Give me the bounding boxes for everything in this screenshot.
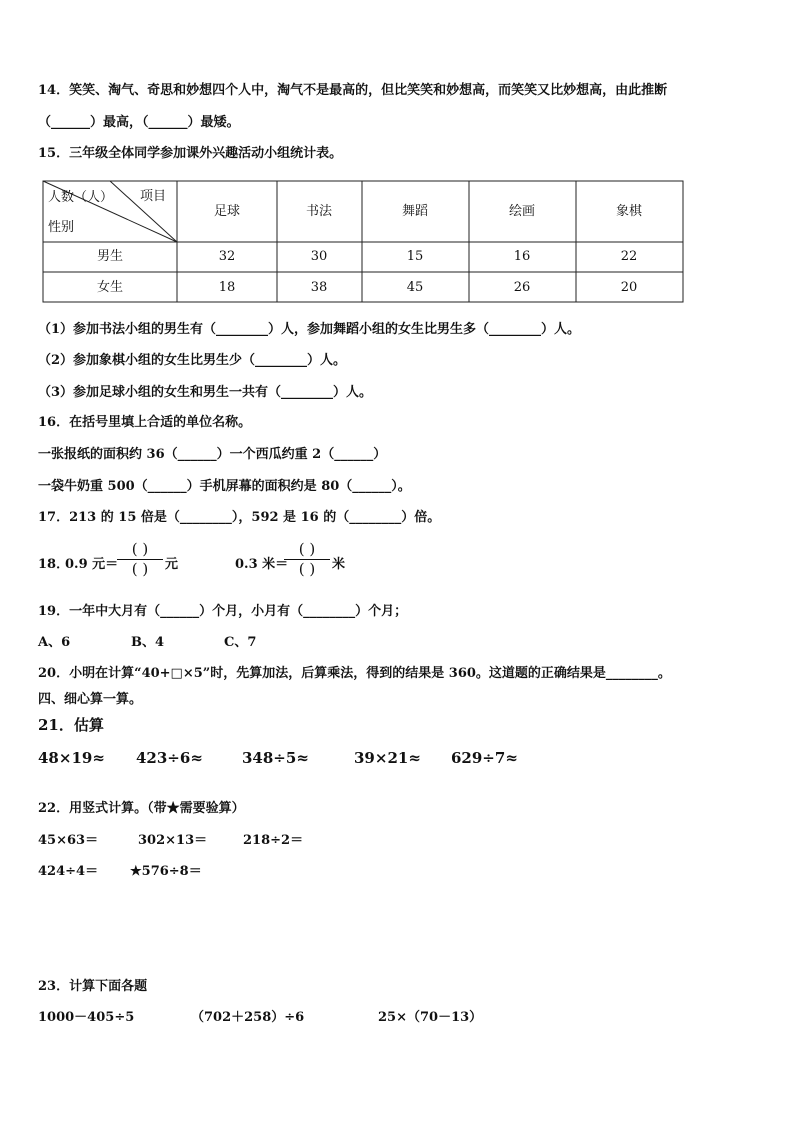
q18-a-numerator: ( ) xyxy=(131,540,149,558)
table-header-calligraphy: 书法 xyxy=(305,204,333,219)
q15-intro: 15．三年级全体同学参加课外兴趣活动小组统计表。 xyxy=(38,146,343,161)
q21-title: 21．估算 xyxy=(38,716,104,734)
section4-title: 四、细心算一算。 xyxy=(38,692,143,707)
q22-title: 22．用竖式计算。（带★需要验算） xyxy=(38,801,245,816)
q18-a-denominator: ( ) xyxy=(131,560,149,578)
q21-item: 39×21≈ xyxy=(354,749,421,767)
q21-item: 348÷5≈ xyxy=(242,749,309,767)
q19-option-c: C、7 xyxy=(224,635,257,650)
q15-sub2: （2）参加象棋小组的女生比男生少（________）人。 xyxy=(38,353,347,368)
q18-b-denominator: ( ) xyxy=(298,560,316,578)
q18-a-unit: 元 xyxy=(165,557,179,572)
table-corner-top: 项目 xyxy=(140,189,167,204)
table-cell: 16 xyxy=(513,249,531,264)
table-corner-bottom: 性别 xyxy=(48,220,75,235)
q22-item: ★576÷8＝ xyxy=(130,864,202,879)
q22-item: 218÷2＝ xyxy=(243,833,304,848)
q19-text: 19．一年中大月有（______）个月，小月有（________）个月； xyxy=(38,604,408,619)
q23-title: 23．计算下面各题 xyxy=(38,979,148,994)
q17-text: 17．213 的 15 倍是（________），592 是 16 的（________）倍。 xyxy=(38,510,441,525)
q18-a-fraction xyxy=(117,541,163,578)
q22-item: 45×63＝ xyxy=(38,833,99,848)
q21-item: 48×19≈ xyxy=(38,749,105,767)
table-row-label-boys: 男生 xyxy=(96,249,124,264)
q16-line2: 一袋牛奶重 500（______）手机屏幕的面积约是 80（______）。 xyxy=(38,479,411,494)
q23-item: （702＋258）÷6 xyxy=(191,1010,305,1025)
q14-line1: 14．笑笑、淘气、奇思和妙想四个人中，淘气不是最高的，但比笑笑和妙想高，而笑笑又比妙想高，由此推断 xyxy=(38,83,668,98)
q22-item: 424÷4＝ xyxy=(38,864,99,879)
q18-b-fraction xyxy=(284,541,330,578)
table-cell: 18 xyxy=(218,280,236,295)
q16-title: 16．在括号里填上合适的单位名称。 xyxy=(38,415,252,430)
table-header-chess: 象棋 xyxy=(615,204,643,219)
table-cell: 20 xyxy=(620,280,638,295)
q15-sub1: （1）参加书法小组的男生有（________）人，参加舞蹈小组的女生比男生多（________）人。 xyxy=(38,322,581,337)
q19-option-a: A、6 xyxy=(38,635,71,650)
q16-line1: 一张报纸的面积约 36（______）一个西瓜约重 2（______） xyxy=(38,447,387,462)
q21-item: 629÷7≈ xyxy=(451,749,518,767)
table-cell: 22 xyxy=(620,249,638,264)
table-header-dance: 舞蹈 xyxy=(401,204,429,219)
q21-item: 423÷6≈ xyxy=(136,749,203,767)
q18-a-left: 0.9 元＝ xyxy=(65,557,119,572)
q20-text: 20．小明在计算“40+□×5”时，先算加法，后算乘法，得到的结果是 360。这道题的正确结果是________。 xyxy=(38,666,671,681)
q18-label: 18． xyxy=(38,557,70,572)
table-cell: 15 xyxy=(406,249,424,264)
table-header-painting: 绘画 xyxy=(508,204,536,219)
q18-b-numerator: ( ) xyxy=(298,540,316,558)
q23-item: 25×（70－13） xyxy=(378,1010,483,1025)
table-header-football: 足球 xyxy=(213,204,241,219)
q19-option-b: B、4 xyxy=(131,635,165,650)
q14-line2: （______）最高，（______）最矮。 xyxy=(38,115,240,130)
q18-b-unit: 米 xyxy=(332,557,346,572)
q18-b-left: 0.3 米＝ xyxy=(235,557,289,572)
q15-sub3: （3）参加足球小组的女生和男生一共有（________）人。 xyxy=(38,385,373,400)
table-cell: 38 xyxy=(310,280,328,295)
q22-item: 302×13＝ xyxy=(138,833,208,848)
table-cell: 32 xyxy=(218,249,236,264)
table-cell: 30 xyxy=(310,249,328,264)
q23-item: 1000－405÷5 xyxy=(38,1010,135,1025)
table-row-label-girls: 女生 xyxy=(96,280,124,295)
table-cell: 45 xyxy=(406,280,424,295)
table-cell: 26 xyxy=(513,280,531,295)
q15-table xyxy=(0,0,794,320)
table-corner-mid: 人数（人） xyxy=(48,190,114,205)
